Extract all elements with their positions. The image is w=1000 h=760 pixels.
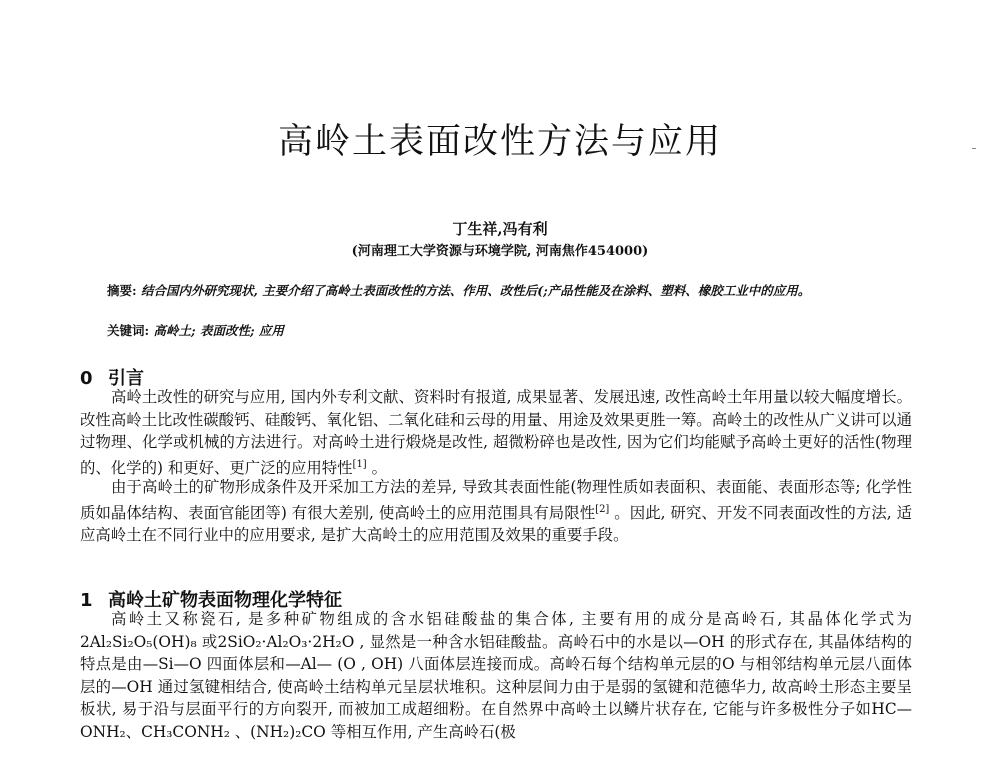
paragraph-intro-1 bbox=[80, 386, 912, 479]
paragraph-text-end: 。 bbox=[366, 458, 388, 477]
section-title: 引言 bbox=[108, 368, 144, 389]
paragraph-text-end: 。因此, 研究、开发不同表面改性的方法, 适应高岭土在不同行业中的应用要求, 是扩大高岭土的应用范围及效果的重要手段。 bbox=[80, 503, 912, 545]
chemical-formula: 2SiO₂·Al₂O₃·2H₂O bbox=[217, 632, 355, 651]
citation-ref: [1] bbox=[352, 458, 367, 470]
paragraph-text: 高岭土又称瓷石, 是多种矿物组成的含水铝硅酸盐的集合体, 主要有用的成分是高岭石, 其晶体化学式为 bbox=[111, 610, 912, 628]
keywords-text: 高岭土; 表面改性; 应用 bbox=[153, 323, 284, 338]
paper-title: 高岭土表面改性方法与应用 bbox=[277, 122, 722, 162]
section-number: 0 bbox=[80, 368, 93, 389]
paragraph-text: 等相互作用, 产生高岭石(极 bbox=[325, 722, 516, 741]
keywords bbox=[107, 321, 907, 339]
paragraph-text: 高岭土改性的研究与应用, 国内外专利文献、资料时有报道, 成果显著、发展迅速, 改性高岭土年用量以较大幅度增长。改性高岭土比改性碳酸钙、硅酸钙、氧化铝、二氧化硅和云母的用量、用途及效果更胜一筹。高岭土的改性从广义讲可以通过物理、化学或机械的方法进行。对高岭土进行煅烧是改性, 超微粉碎也是改性, 因为它们均能赋予高岭土更好的活性(物理的、化学的) 和更好、更广泛的应用特性 bbox=[80, 388, 912, 477]
abstract bbox=[107, 280, 907, 301]
keywords-label: 关键词: bbox=[107, 323, 150, 338]
authors: 丁生祥,冯有利 bbox=[452, 220, 548, 238]
affiliation: (河南理工大学资源与环境学院, 河南焦作454000) bbox=[351, 244, 649, 259]
citation-ref: [2] bbox=[595, 503, 610, 515]
abstract-text: 结合国内外研究现状, 主要介绍了高岭土表面改性的方法、作用、改性后(;产品性能及在涂料、塑料、橡胶工业中的应用。 bbox=[140, 283, 811, 298]
section-number: 1 bbox=[80, 590, 93, 611]
chemical-formula: 2Al₂Si₂O₅(OH)₈ bbox=[80, 632, 197, 651]
paragraph-text: 或 bbox=[196, 632, 218, 651]
paragraph-text: , 显然是一种含水铝硅酸盐。高岭石中的水是以—OH 的形式存在, 其晶体结构的特点是由—Si—O 四面体层和—Al— (O , OH) 八面体层连接而成。高岭石每个结构单元层的O 与相邻结构单元层八面体层的—OH 通过氢键相结合, 使高岭土结构单元呈层状堆积。这种层间力由于是弱的氢键和范德华力, 故高岭土形态主要呈板状, 易于沿与层面平行的方向裂开, 而被加工成超细粉。在自然界中高岭土以鳞片状存在, 它能与许多极性分子如 bbox=[80, 632, 912, 718]
paragraph-text: 由于高岭土的矿物形成条件及开采加工方法的差异, 导致其表面性能(物理性质如表面积、表面能、表面形态等; 化学性质如晶体结构、表面官能团等) 有很大差别, 使高岭土的应用范围具有局限性 bbox=[80, 478, 912, 522]
chemical-formula: HC—ONH₂、CH₃CONH₂ 、(NH₂)₂CO bbox=[80, 700, 912, 741]
paragraph-intro-2 bbox=[80, 476, 912, 547]
paragraph-section-1 bbox=[80, 608, 912, 743]
section-title: 高岭土矿物表面物理化学特征 bbox=[108, 590, 342, 611]
abstract-label: 摘要: bbox=[107, 283, 137, 298]
